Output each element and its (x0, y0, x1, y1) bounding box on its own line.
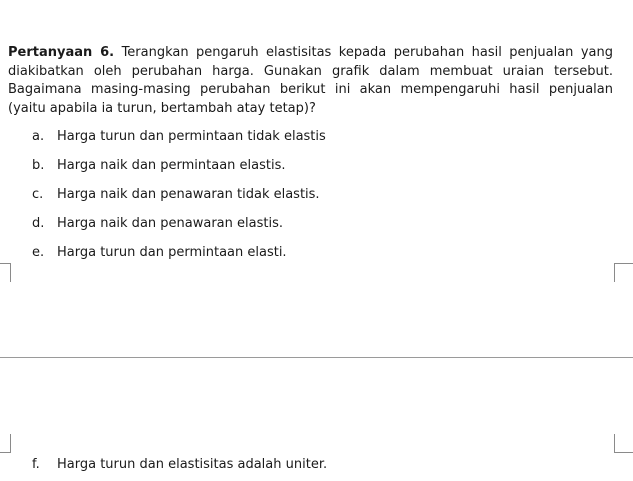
option-text: Harga naik dan penawaran elastis. (57, 216, 283, 231)
option-letter: c. (32, 187, 44, 202)
option-c (32, 187, 320, 203)
page-corner-mark-top-right (614, 263, 633, 282)
option-text: Harga turun dan permintaan tidak elastis (57, 129, 326, 144)
option-d (32, 216, 283, 232)
option-b (32, 158, 286, 174)
question-text: Terangkan pengaruh elastisitas kepada perubahan hasil penjualan yang diakibatkan oleh perubahan harga. Gunakan grafik dalam membuat uraian tersebut. Bagaimana masing-masing perubahan berikut ini akan mempengaruhi hasil penjualan (yaitu apabila ia turun, bertambah atay tetap)? (8, 45, 614, 116)
question-paragraph (8, 44, 613, 118)
page-corner-mark-bottom-right (614, 434, 633, 453)
page-break-divider (0, 357, 633, 358)
option-text: Harga naik dan permintaan elastis. (57, 158, 286, 173)
option-letter: a. (32, 129, 45, 144)
option-letter: e. (32, 245, 45, 260)
page-corner-mark-top-left (0, 263, 11, 282)
option-text: Harga turun dan elastisitas adalah uniter. (57, 457, 328, 472)
option-f (32, 457, 327, 473)
option-letter: b. (32, 158, 45, 173)
question-label: Pertanyaan 6. (8, 45, 115, 60)
page-corner-mark-bottom-left (0, 434, 11, 453)
option-text: Harga naik dan penawaran tidak elastis. (57, 187, 320, 202)
option-letter: d. (32, 216, 45, 231)
option-a (32, 129, 326, 145)
option-text: Harga turun dan permintaan elasti. (57, 245, 287, 260)
option-e (32, 245, 287, 261)
option-letter: f. (32, 457, 40, 472)
